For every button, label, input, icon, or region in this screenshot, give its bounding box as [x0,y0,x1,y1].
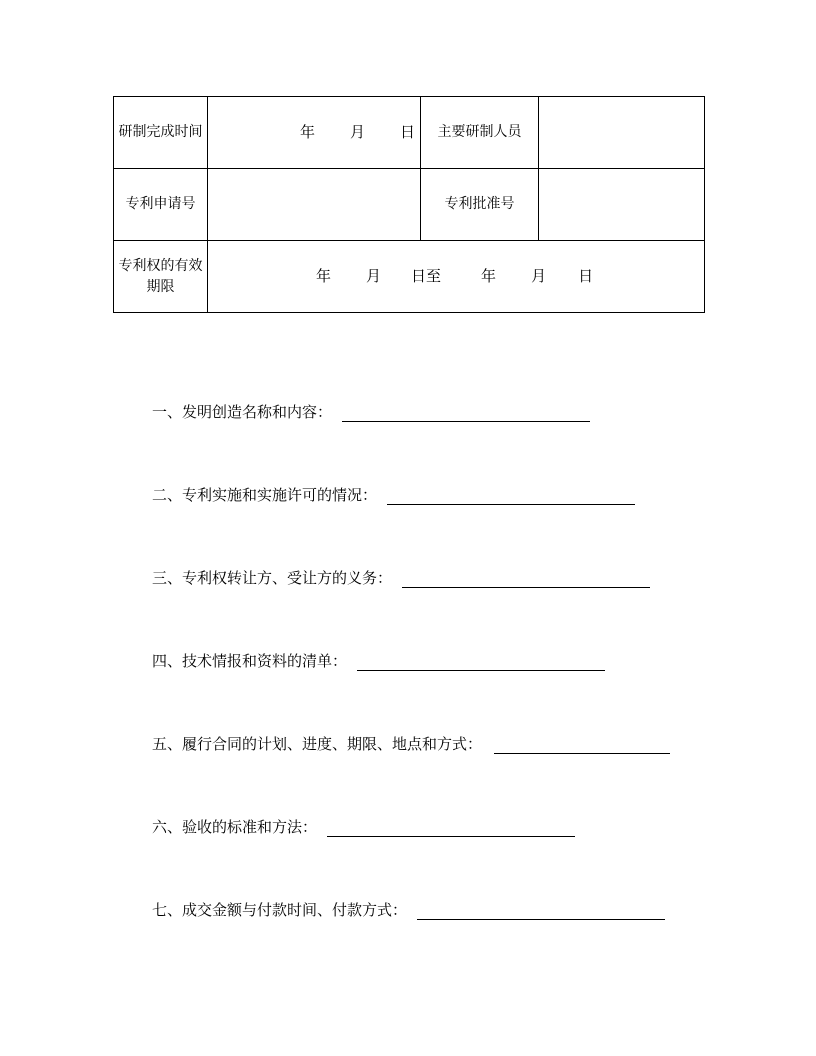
patent-implementation-blank[interactable] [387,487,635,505]
contract-plan-item [152,734,670,754]
end-month-unit: 月 [531,267,547,285]
completion-time-row [114,97,705,169]
patent-application-number-label: 专利申请号 [114,169,208,241]
technical-info-label: 四、技术情报和资料的清单： [152,652,348,670]
end-year-unit: 年 [481,267,497,285]
acceptance-criteria-label: 六、验收的标准和方法： [152,818,318,836]
acceptance-criteria-item [152,817,575,837]
patent-implementation-item [152,485,635,505]
year-unit: 年 [300,123,316,141]
main-developers-label: 主要研制人员 [421,97,539,169]
start-year-unit: 年 [316,267,332,285]
start-day-to-label: 日至 [411,267,442,285]
month-unit: 月 [350,123,366,141]
transfer-obligations-item [152,568,650,588]
payment-terms-label: 七、成交金额与付款时间、付款方式： [152,901,408,919]
start-month-unit: 月 [366,267,382,285]
main-developers-field[interactable] [539,97,705,169]
day-unit: 日 [400,123,416,141]
contract-plan-blank[interactable] [494,736,670,754]
patent-approval-number-field[interactable] [539,169,705,241]
payment-terms-blank[interactable] [417,902,665,920]
transfer-obligations-label: 三、专利权转让方、受让方的义务： [152,569,393,587]
invention-name-blank[interactable] [342,404,590,422]
contract-plan-label: 五、履行合同的计划、进度、期限、地点和方式： [152,735,483,753]
acceptance-criteria-blank[interactable] [327,819,575,837]
patent-approval-number-label: 专利批准号 [421,169,539,241]
end-day-unit: 日 [578,267,594,285]
completion-time-field[interactable] [208,97,421,169]
patent-application-number-field[interactable] [208,169,421,241]
technical-info-blank[interactable] [357,653,605,671]
patent-application-row [114,169,705,241]
patent-info-table [113,96,705,313]
invention-name-item [152,402,590,422]
transfer-obligations-blank[interactable] [402,570,650,588]
technical-info-item [152,651,605,671]
payment-terms-item [152,900,665,920]
patent-implementation-label: 二、专利实施和实施许可的情况： [152,486,378,504]
patent-validity-field[interactable] [208,241,705,313]
patent-validity-label: 专利权的有效期限 [114,241,208,313]
invention-name-label: 一、发明创造名称和内容： [152,403,333,421]
patent-validity-row [114,241,705,313]
completion-time-label: 研制完成时间 [114,97,208,169]
